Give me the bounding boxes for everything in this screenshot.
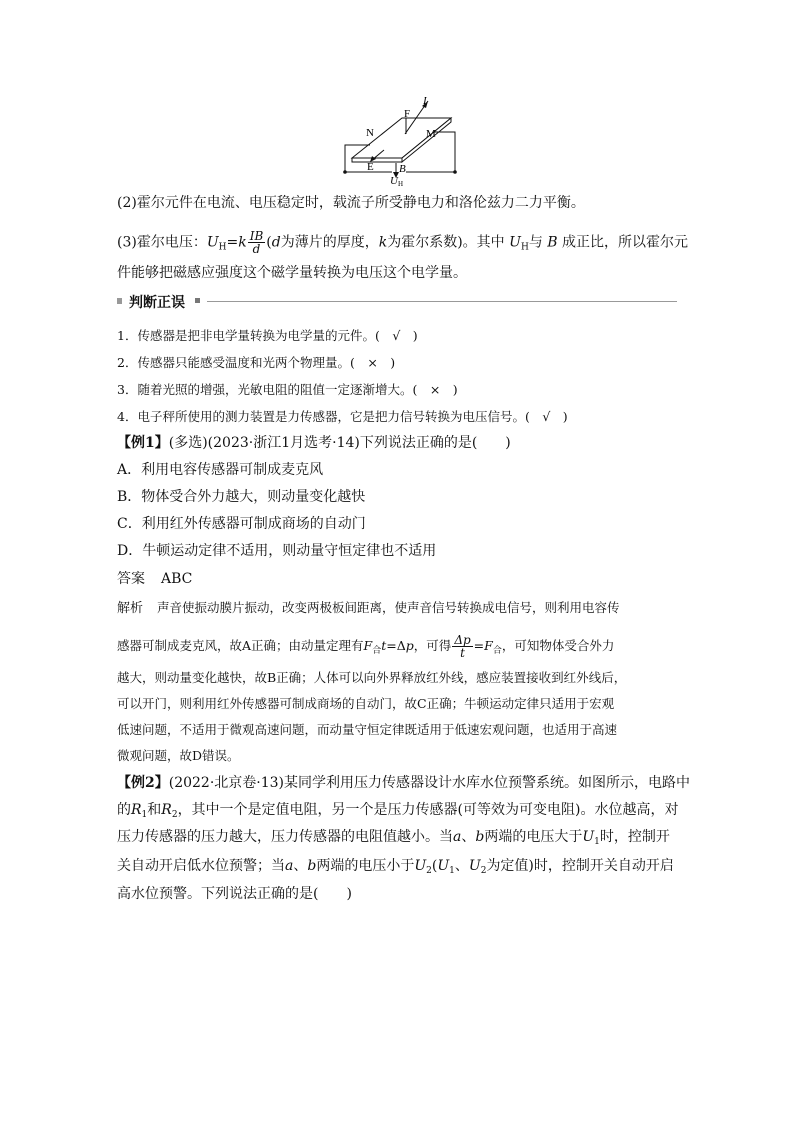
p3-t1: 为薄片的厚度， [280, 234, 379, 251]
analysis-eq2: = [473, 638, 485, 653]
ex2-dun2: 、 [293, 858, 308, 874]
p3-eq: = [226, 234, 239, 251]
analysis-line-4: 可以开门，则利用红外传感器可制成商场的自动门，故C正确；牛顿运动定律只适用于宏观 [117, 696, 615, 711]
analysis-text-2a: 感器可制成麦克风，故A正确；由动量定理有 [117, 638, 364, 653]
terminal-left [343, 170, 347, 174]
analysis-eq: =Δ [386, 638, 406, 653]
analysis-line-3: 越大，则动量变化越快，故B正确；人体可以向外界释放红外线，感应装置接收到红外线后， [117, 670, 627, 685]
analysis-line-5: 低速问题，不适用于微观高速问题，而动量守恒定律既适用于低速宏观问题，也适用于高速 [117, 722, 618, 737]
judge-item-2: 2．传感器只能感受温度和光两个物理量。( × ) [117, 355, 396, 370]
option-d: D．牛顿运动定律不适用，则动量守恒定律也不适用 [117, 543, 437, 559]
analysis-text-2b: ，可得 [413, 638, 452, 653]
option-b: B．物体受合外力越大，则动量变化越快 [117, 489, 366, 505]
analysis-p: p [405, 638, 414, 653]
answer-label: 答案 [117, 571, 145, 587]
analysis-t: t [381, 638, 387, 653]
ex2-u2b: U [468, 858, 481, 874]
example-2-line-5: 高水位预警。下列说法正确的是( ) [117, 886, 352, 902]
p3-u2-sub: H [520, 242, 529, 253]
label-u: UH [390, 175, 404, 188]
ex2-r1-sub: 1 [141, 810, 148, 820]
section-header [117, 292, 677, 312]
ex2-l4-mid: 两端的电压小于 [316, 858, 415, 874]
momentum-fraction [452, 634, 472, 659]
p3-k: k [238, 234, 247, 251]
p3-u-sub: H [218, 242, 227, 253]
header-rule [207, 301, 677, 302]
judge-item-1: 1．传感器是把非电学量转换为电学量的元件。( √ ) [117, 328, 418, 343]
p3-t3: 与 [528, 234, 548, 251]
option-a: A．利用电容传感器可制成麦克风 [117, 462, 324, 478]
analysis-line-1 [117, 598, 620, 619]
analysis-f-sub: 合 [372, 646, 382, 656]
label-n: N [366, 127, 374, 139]
label-f: F [404, 108, 411, 120]
example-2-line-2 [117, 800, 678, 825]
ex2-b2: b [307, 858, 317, 874]
fraction-denominator: d [252, 242, 261, 256]
ex2-r2-sub: 2 [171, 810, 178, 820]
ex2-r2: R [161, 802, 172, 818]
example-2-text-1: (2022·北京卷·13)某同学利用压力传感器设计水库水位预警系统。如图所示，电路中 [168, 775, 691, 791]
p3-b: B [547, 234, 558, 251]
header-square-icon [195, 298, 200, 303]
terminal-right [453, 170, 457, 174]
ex2-l3-post: 时，控制开 [599, 829, 670, 845]
ex2-a2: a [285, 858, 294, 874]
p3-paren: ( [266, 234, 272, 251]
p3-prefix: (3)霍尔电压： [117, 234, 207, 251]
judge-item-4: 4．电子秤所使用的测力装置是力传感器，它是把力信号转换为电压信号。( √ ) [117, 409, 568, 424]
answer-value: ABC [161, 571, 193, 587]
judge-item-3: 3．随着光照的增强，光敏电阻的阻值一定逐渐增大。( × ) [117, 382, 458, 397]
ex2-u1b: U [437, 858, 450, 874]
ex2-l3-mid: 两端的电压大于 [484, 829, 583, 845]
analysis-text-1: 声音使振动膜片振动，改变两极板间距离，使声音信号转换成电信号，则利用电容传 [157, 600, 620, 615]
ex2-r1: R [131, 802, 142, 818]
example-2-line-4 [117, 856, 674, 881]
momentum-fraction-denominator: t [460, 646, 465, 660]
header-bar-icon [117, 298, 122, 304]
ex2-paren: ( [431, 858, 438, 874]
paragraph-3-line-2: 件能够把磁感应强度这个磁学量转换为电压这个电学量。 [117, 265, 467, 281]
ex2-l2-pre: 的 [117, 802, 131, 818]
p3-u: U [206, 234, 219, 251]
option-c: C．利用红外传感器可制成商场的自动门 [117, 516, 366, 532]
ex2-u1b-sub: 1 [449, 866, 455, 876]
analysis-line-2 [117, 634, 614, 661]
ex2-l2-post: ，其中一个是定值电阻，另一个是压力传感器(可等效为可变电阻)。水位越高，对 [177, 802, 679, 818]
ex2-comma: 、 [454, 858, 469, 874]
hall-element-figure [0, 0, 794, 200]
slab-front-face [352, 158, 402, 162]
p3-u2: U [509, 234, 521, 251]
p3-d: d [271, 234, 281, 251]
momentum-fraction-numerator: Δp [454, 633, 471, 647]
label-m: M [426, 128, 436, 140]
example-2-line-3 [117, 827, 670, 852]
example-2-line-1 [117, 773, 690, 793]
analysis-f: F [363, 638, 373, 653]
ex2-b: b [475, 829, 485, 845]
label-i: I [423, 95, 427, 107]
analysis-f2: F [484, 638, 493, 653]
ex2-u1: U [582, 829, 595, 845]
paragraph-2: (2)霍尔元件在电流、电压稳定时，载流子所受静电力和洛伦兹力二力平衡。 [117, 195, 585, 211]
analysis-label: 解析 [117, 601, 144, 616]
ex2-and: 和 [147, 802, 162, 818]
ex2-u2b-sub: 2 [480, 866, 487, 876]
example-1-question [117, 433, 511, 453]
p3-k2: k [378, 234, 388, 251]
ex2-l3-pre: 压力传感器的压力越大，压力传感器的电阻值越小。当 [117, 829, 453, 845]
ex2-l4-const: 为定值)时，控制开关自动开启 [486, 858, 674, 874]
analysis-f2-sub: 合 [492, 646, 502, 656]
paragraph-3-line-1 [117, 230, 688, 258]
ex2-u1-sub: 1 [594, 837, 600, 847]
example-1-stem: (多选)(2023·浙江1月选考·14)下列说法正确的是( ) [168, 435, 511, 451]
hall-voltage-fraction [248, 230, 266, 255]
label-b: B [399, 163, 406, 175]
label-e: E [367, 161, 374, 173]
ex2-dun: 、 [461, 829, 476, 845]
ex2-u2: U [414, 858, 427, 874]
ex2-l4-pre: 关自动开启低水位预警；当 [117, 858, 285, 874]
example-2-tag: 【例2】 [117, 775, 169, 791]
answer-line [117, 569, 192, 589]
p3-t4: 成正比，所以霍尔元 [557, 234, 689, 251]
analysis-line-6: 微观问题，故D错误。 [117, 748, 240, 763]
section-title: 判断正误 [129, 295, 185, 311]
example-1-tag: 【例1】 [117, 435, 169, 451]
ex2-a: a [453, 829, 462, 845]
p3-t2: 为霍尔系数)。其中 [387, 234, 510, 251]
ex2-u2-sub: 2 [426, 866, 432, 876]
fraction-numerator: IB [249, 229, 264, 243]
analysis-text-2c: ，可知物体受合外力 [501, 638, 615, 653]
